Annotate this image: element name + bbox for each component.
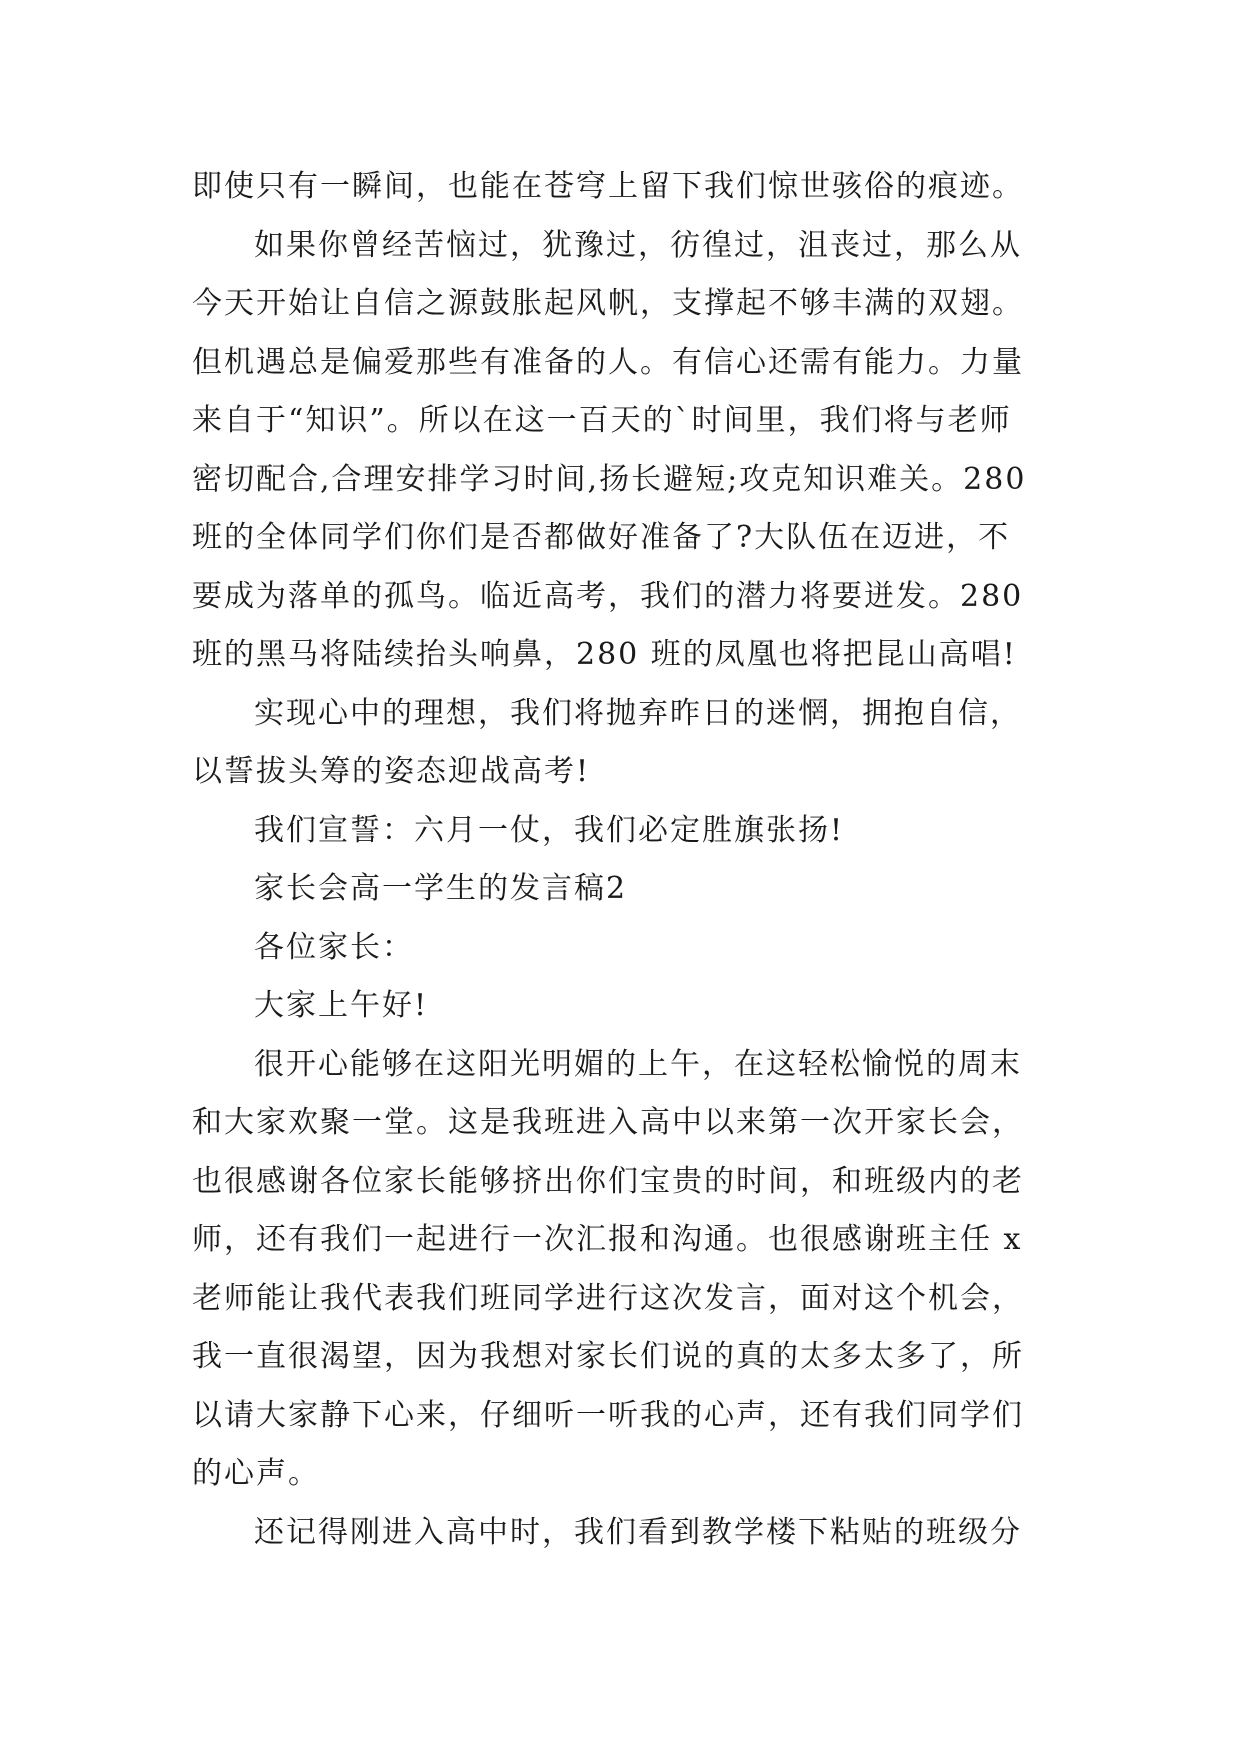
body-text bbox=[192, 158, 1072, 1562]
text-line: 我一直很渴望，因为我想对家长们说的真的太多太多了，所 bbox=[192, 1339, 1024, 1374]
text-line: 的心声。 bbox=[192, 1456, 320, 1491]
salutation: 各位家长： bbox=[254, 929, 414, 965]
text-line: 师，还有我们一起进行一次汇报和沟通。也很感谢班主任 x bbox=[192, 1222, 1023, 1257]
text-line: 但机遇总是偏爱那些有准备的人。有信心还需有能力。力量 bbox=[192, 344, 1024, 380]
text-line: 今天开始让自信之源鼓胀起风帆，支撑起不够丰满的双翅。 bbox=[192, 286, 1024, 321]
text-line: 即使只有一瞬间，也能在苍穹上留下我们惊世骇俗的痕迹。 bbox=[192, 169, 1024, 204]
text-line: 以请大家静下心来，仔细听一听我的心声，还有我们同学们 bbox=[192, 1397, 1024, 1433]
text-line: 实现心中的理想，我们将抛弃昨日的迷惘，拥抱自信， bbox=[254, 695, 1022, 731]
text-line: 老师能让我代表我们班同学进行这次发言，面对这个机会， bbox=[192, 1280, 1024, 1316]
text-line: 班的全体同学们你们是否都做好准备了?大队伍在迈进，不 bbox=[192, 520, 1011, 555]
text-line: 如果你曾经苦恼过，犹豫过，彷徨过，沮丧过，那么从 bbox=[254, 227, 1022, 263]
text-line: 很开心能够在这阳光明媚的上午，在这轻松愉悦的周末 bbox=[254, 1046, 1022, 1082]
text-line: 要成为落单的孤鸟。临近高考，我们的潜力将要迸发。280 bbox=[192, 578, 1024, 614]
text-line: 来自于“知识”。所以在这一百天的`时间里，我们将与老师 bbox=[192, 403, 1012, 438]
text-line: 还记得刚进入高中时，我们看到教学楼下粘贴的班级分 bbox=[254, 1514, 1022, 1550]
text-line: 密切配合,合理安排学习时间,扬长避短;攻克知识难关。280 bbox=[192, 461, 1027, 497]
text-line: 以誓拔头筹的姿态迎战高考! bbox=[192, 754, 591, 789]
text-line: 也很感谢各位家长能够挤出你们宝贵的时间，和班级内的老 bbox=[192, 1163, 1024, 1199]
greeting: 大家上午好! bbox=[254, 988, 429, 1023]
section-heading: 家长会高一学生的发言稿2 bbox=[254, 871, 628, 906]
text-line: 我们宣誓：六月一仗，我们必定胜旗张扬! bbox=[254, 812, 845, 848]
text-line: 班的黑马将陆续抬头响鼻，280 班的凤凰也将把昆山高唱! bbox=[192, 637, 1017, 672]
text-line: 和大家欢聚一堂。这是我班进入高中以来第一次开家长会， bbox=[192, 1105, 1024, 1140]
